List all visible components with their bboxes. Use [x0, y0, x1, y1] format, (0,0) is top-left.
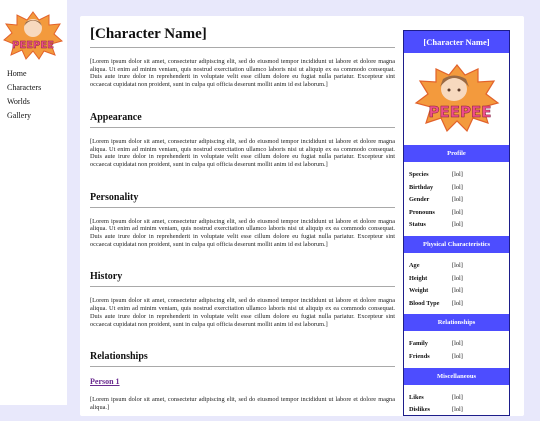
section-heading-appearance: Appearance	[90, 111, 142, 123]
nav-item-worlds[interactable]: Worlds	[7, 97, 30, 106]
page-title: [Character Name]	[90, 26, 207, 42]
infobox-title: [Character Name]	[404, 31, 509, 53]
row-value: [lol]	[452, 171, 463, 178]
article	[90, 24, 395, 412]
section-divider	[90, 366, 395, 367]
infobox	[403, 30, 510, 416]
row-key: Gender	[409, 196, 430, 204]
row-value: [lol]	[452, 221, 463, 229]
row-value: [lol]	[452, 299, 463, 307]
infobox-section-misc: Miscellaneous	[404, 368, 509, 385]
title-divider	[90, 47, 395, 48]
row-key: Species	[409, 171, 429, 178]
row-value: [lol]	[452, 352, 463, 360]
section-heading-history: History	[90, 271, 123, 283]
infobox-row	[409, 351, 509, 364]
content-panel	[80, 16, 524, 416]
infobox-row	[409, 338, 509, 351]
infobox-row	[409, 194, 509, 207]
sidebar	[0, 0, 67, 405]
infobox-row	[409, 285, 509, 298]
infobox-section-relationships: Relationships	[404, 314, 509, 331]
row-key: Weight	[409, 287, 429, 295]
row-value: [lol]	[452, 340, 463, 348]
site-logo[interactable]	[3, 10, 63, 60]
row-key: Blood Type	[409, 299, 440, 307]
infobox-row	[409, 404, 509, 417]
row-key: Dislikes	[409, 406, 430, 414]
image-text: PEEPEE	[428, 103, 492, 121]
relationship-rows	[404, 331, 509, 367]
section-text-personality: [Lorem ipsum dolor sit amet, consectetur adipiscing elit, sed do eiusmod tempor incididunt ut labore et dolore magna aliqua. Ut enim ad minim veniam, quis nostrud exercitation ullamco laboris nisi ut aliquip ex ea commodo consequat. Duis aute irure dolor in reprehenderit in voluptate velit esse cillum dolore eu fugiat nulla pariatur. Excepteur sint occaecat cupidatat non proident, sunt in culpa qui officia deserunt mollit anim id est laborum.]	[90, 217, 395, 248]
infobox-section-profile: Profile	[404, 145, 509, 162]
section-divider	[90, 286, 395, 287]
nav-item-gallery[interactable]: Gallery	[7, 111, 31, 120]
section-divider	[90, 207, 395, 208]
section-heading-relationships: Relationships	[90, 351, 148, 363]
infobox-row	[409, 182, 509, 195]
infobox-row	[409, 273, 509, 286]
row-key: Status	[409, 221, 426, 229]
infobox-row	[409, 392, 509, 405]
section-divider	[90, 127, 395, 128]
infobox-section-physical: Physical Characteristics	[404, 236, 509, 253]
nav-item-characters[interactable]: Characters	[7, 83, 42, 92]
physical-rows	[404, 253, 509, 314]
row-value: [lol]	[452, 183, 463, 191]
row-value: [lol]	[452, 274, 463, 282]
infobox-row	[409, 207, 509, 220]
relationship-link-person-1[interactable]: Person 1	[90, 377, 120, 387]
section-text-appearance: [Lorem ipsum dolor sit amet, consectetur adipiscing elit, sed do eiusmod tempor incididunt ut labore et dolore magna aliqua. Ut enim ad minim veniam, quis nostrud exercitation ullamco laboris nisi ut aliquip ex ea commodo consequat. Duis aute irure dolor in reprehenderit in voluptate velit esse cillum dolore eu fugiat nulla pariatur. Excepteur sint occaecat cupidatat non proident, sunt in culpa qui officia deserunt mollit anim id est laborum.]	[90, 137, 395, 168]
intro-paragraph: [Lorem ipsum dolor sit amet, consectetur adipiscing elit, sed do eiusmod tempor incididunt ut labore et dolore magna aliqua. Ut enim ad minim veniam, quis nostrud exercitation ullamco laboris nisi ut aliquip ex ea commodo consequat. Duis aute irure dolor in reprehenderit in voluptate velit esse cillum dolore eu fugiat nulla pariatur. Excepteur sint occaecat cupidatat non proident, sunt in culpa qui officia deserunt mollit anim id est laborum.]	[90, 58, 395, 89]
sidebar-nav	[7, 67, 41, 123]
row-key: Age	[409, 261, 420, 269]
row-key: Family	[409, 340, 428, 348]
infobox-row	[409, 260, 509, 273]
logo-text: PEEPEE	[12, 40, 54, 51]
relationship-text: [Lorem ipsum dolor sit amet, consectetur adipiscing elit, sed do eiusmod tempor incididunt ut labore et dolore magna aliqua.]	[90, 396, 395, 411]
row-key: Height	[409, 274, 428, 282]
nav-item-home[interactable]: Home	[7, 69, 27, 78]
infobox-row	[409, 219, 509, 232]
character-portrait	[414, 63, 500, 135]
section-heading-personality: Personality	[90, 191, 139, 203]
misc-rows	[404, 385, 509, 421]
row-value: [lol]	[452, 261, 463, 269]
infobox-row	[409, 298, 509, 311]
row-key: Birthday	[409, 183, 434, 191]
profile-rows	[404, 162, 509, 236]
row-value: [lol]	[452, 208, 463, 216]
row-value: [lol]	[452, 196, 463, 204]
row-value: [lol]	[452, 287, 463, 295]
row-key: Pronouns	[409, 208, 435, 216]
character-image	[404, 53, 509, 145]
infobox-row	[409, 169, 509, 182]
row-value: [lol]	[452, 393, 463, 401]
row-value: [lol]	[452, 406, 463, 414]
section-text-history: [Lorem ipsum dolor sit amet, consectetur adipiscing elit, sed do eiusmod tempor incididunt ut labore et dolore magna aliqua. Ut enim ad minim veniam, quis nostrud exercitation ullamco laboris nisi ut aliquip ex ea commodo consequat. Duis aute irure dolor in reprehenderit in voluptate velit esse cillum dolore eu fugiat nulla pariatur. Excepteur sint occaecat cupidatat non proident, sunt in culpa qui officia deserunt mollit anim id est laborum.]	[90, 297, 395, 328]
row-key: Likes	[409, 393, 424, 401]
row-key: Friends	[409, 352, 430, 360]
